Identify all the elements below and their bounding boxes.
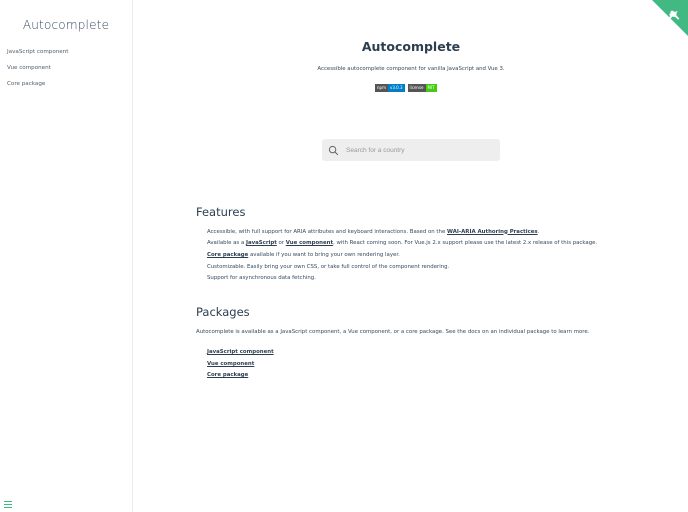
list-item: [207, 359, 274, 371]
page-subtitle: Accessible autocomplete component for vanilla JavaScript and Vue 3.: [317, 66, 505, 72]
sidebar-item-core-package[interactable]: [0, 76, 132, 92]
list-item: [207, 370, 274, 382]
menu-icon[interactable]: [4, 501, 12, 509]
sidebar-item-javascript-component[interactable]: [0, 44, 132, 60]
list-item: Support for asynchronous data fetching.: [207, 275, 316, 282]
package-link-javascript-component[interactable]: JavaScript component: [207, 349, 274, 355]
search-input[interactable]: [344, 146, 488, 155]
package-link-vue-component[interactable]: Vue component: [207, 360, 255, 367]
javascript-link[interactable]: JavaScript: [245, 240, 277, 247]
list-item: Accessible, with full support for ARIA attributes and keyboard interactions. Based on the WAI-ARIA Authoring Practices.: [207, 228, 540, 235]
list-item: Core package available if you want to bring your own rendering layer.: [207, 251, 400, 258]
badge-label: license: [409, 85, 424, 90]
sidebar-item-label[interactable]: JavaScript component: [7, 49, 69, 55]
core-package-link[interactable]: Core package: [207, 251, 249, 258]
badge-value: v3.0.3: [389, 85, 403, 90]
packages-heading: Packages: [196, 305, 250, 319]
page-title: Autocomplete: [361, 39, 461, 54]
app-name[interactable]: Autocomplete: [22, 18, 110, 32]
vue-component-link[interactable]: Vue component: [285, 240, 334, 247]
list-item: Available as a JavaScript or Vue component, with React coming soon. For Vue.js 2.x support please use the latest 2.x release of this package.: [207, 240, 598, 247]
badges: [375, 84, 437, 92]
sidebar-item-vue-component[interactable]: [0, 60, 132, 76]
packages-description: Autocomplete is available as a JavaScript component, a Vue component, or a core package. See the docs on an individual package to learn more.: [196, 329, 590, 335]
search-icon: [328, 145, 339, 156]
wai-aria-link[interactable]: WAI-ARIA Authoring Practices: [447, 228, 538, 235]
badge-label: npm: [377, 85, 386, 90]
features-heading: Features: [196, 205, 246, 219]
sidebar-nav: [0, 44, 132, 92]
features-list: [207, 227, 597, 285]
sidebar-item-label[interactable]: Vue component: [7, 65, 51, 71]
npm-version-badge[interactable]: [375, 84, 405, 92]
list-item: Customizable. Easily bring your own CSS, or take full control of the component rendering.: [207, 263, 450, 270]
packages-list: [207, 347, 274, 382]
package-link-core-package[interactable]: Core package: [207, 372, 249, 379]
sidebar-item-label[interactable]: Core package: [7, 81, 46, 87]
main-content: [134, 0, 688, 512]
search-box[interactable]: [322, 139, 500, 161]
badge-value: MIT: [427, 85, 435, 90]
sidebar: [0, 0, 133, 512]
license-badge[interactable]: [408, 84, 437, 92]
list-item: [207, 347, 274, 359]
